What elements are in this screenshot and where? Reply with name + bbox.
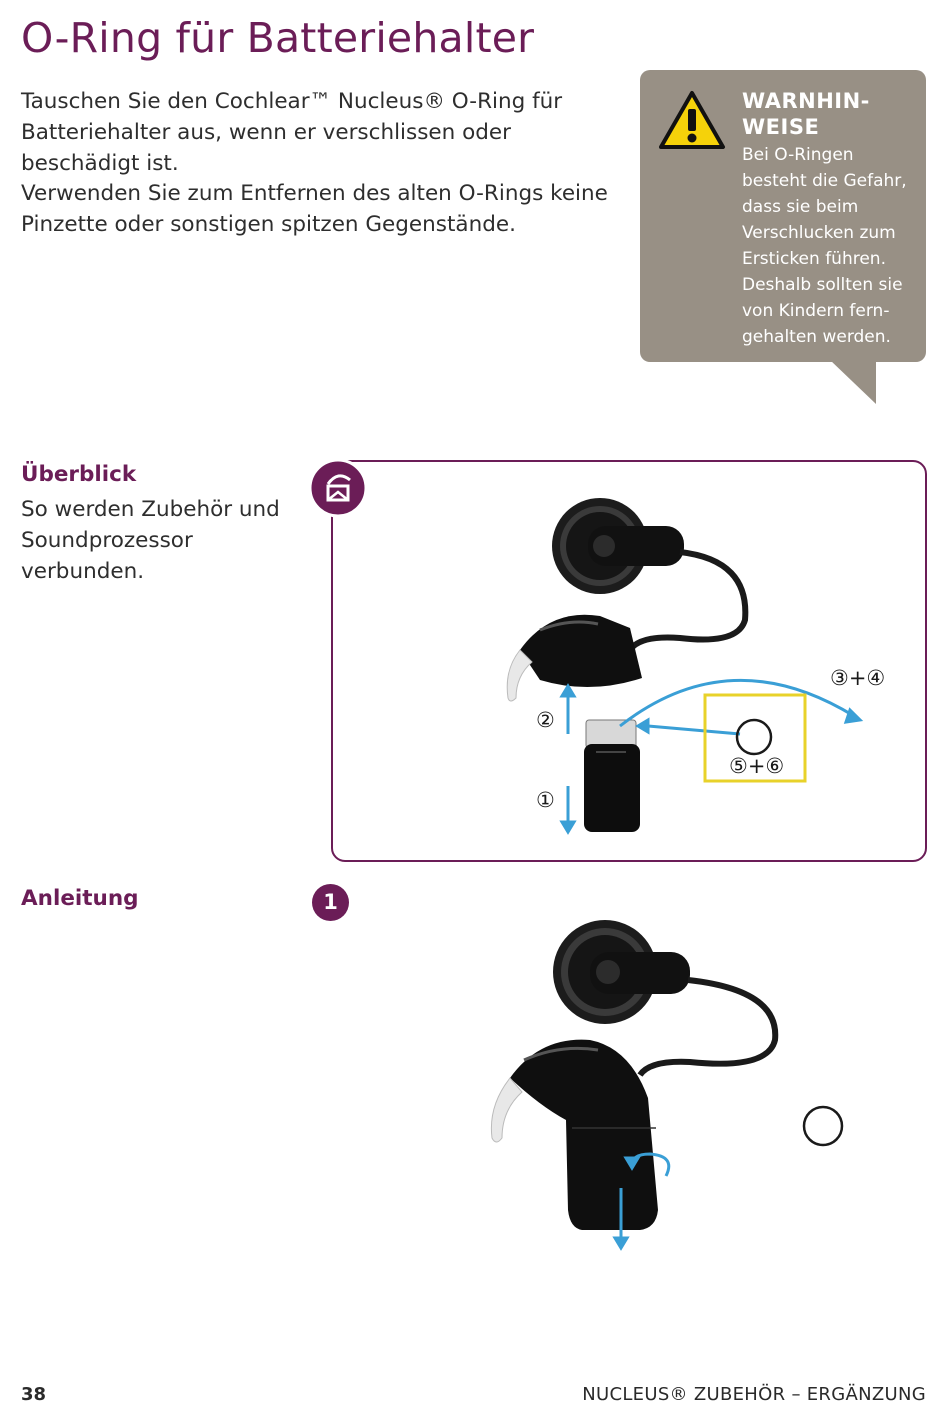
o-ring-icon (804, 1107, 842, 1145)
warning-triangle-icon (658, 90, 726, 150)
coil-icon (552, 498, 684, 594)
step-1-device-illustration (480, 910, 880, 1260)
intro-paragraph-1: Tauschen Sie den Cochlear™ Nucleus® O-Ring für Batteriehalter aus, wenn er verschlissen oder beschädigt ist. (21, 89, 563, 176)
label-step-1: ① (536, 788, 555, 812)
label-step-3-4: ③+④ (830, 666, 886, 690)
label-step-5-6: ⑤+⑥ (729, 754, 785, 778)
battery-module-icon (584, 720, 640, 832)
intro-paragraph-2: Verwenden Sie zum Entfernen des alten O-Rings keine Pinzette oder sonstigen spitzen Gegenstände. (21, 181, 608, 237)
sound-processor-icon (491, 1040, 658, 1230)
warning-title: WARNHIN- WEISE (742, 89, 870, 139)
warning-text: Bei O-Ringen besteht die Gefahr, dass sie beim Verschlucken zum Ersticken führen. Deshalb sollten sie von Kindern fern- gehalten werden. (742, 145, 907, 347)
connection-badge-icon (306, 456, 370, 520)
o-ring-icon (737, 720, 771, 754)
warning-callout-tail (830, 360, 876, 404)
coil-icon (553, 920, 690, 1024)
overview-subtitle: So werden Zubehör und Soundprozessor verbunden. (21, 497, 280, 584)
label-step-2: ② (536, 708, 555, 732)
page-title: O-Ring für Batteriehalter (21, 14, 535, 62)
page-number: 38 (21, 1384, 47, 1405)
sound-processor-icon (507, 615, 642, 701)
warning-box (640, 70, 926, 362)
step-number-badge: 1 (312, 884, 349, 921)
document-title: NUCLEUS® ZUBEHÖR – ERGÄNZUNG (582, 1384, 926, 1405)
overview-heading: Überblick (21, 462, 137, 487)
instructions-heading: Anleitung (21, 886, 139, 911)
